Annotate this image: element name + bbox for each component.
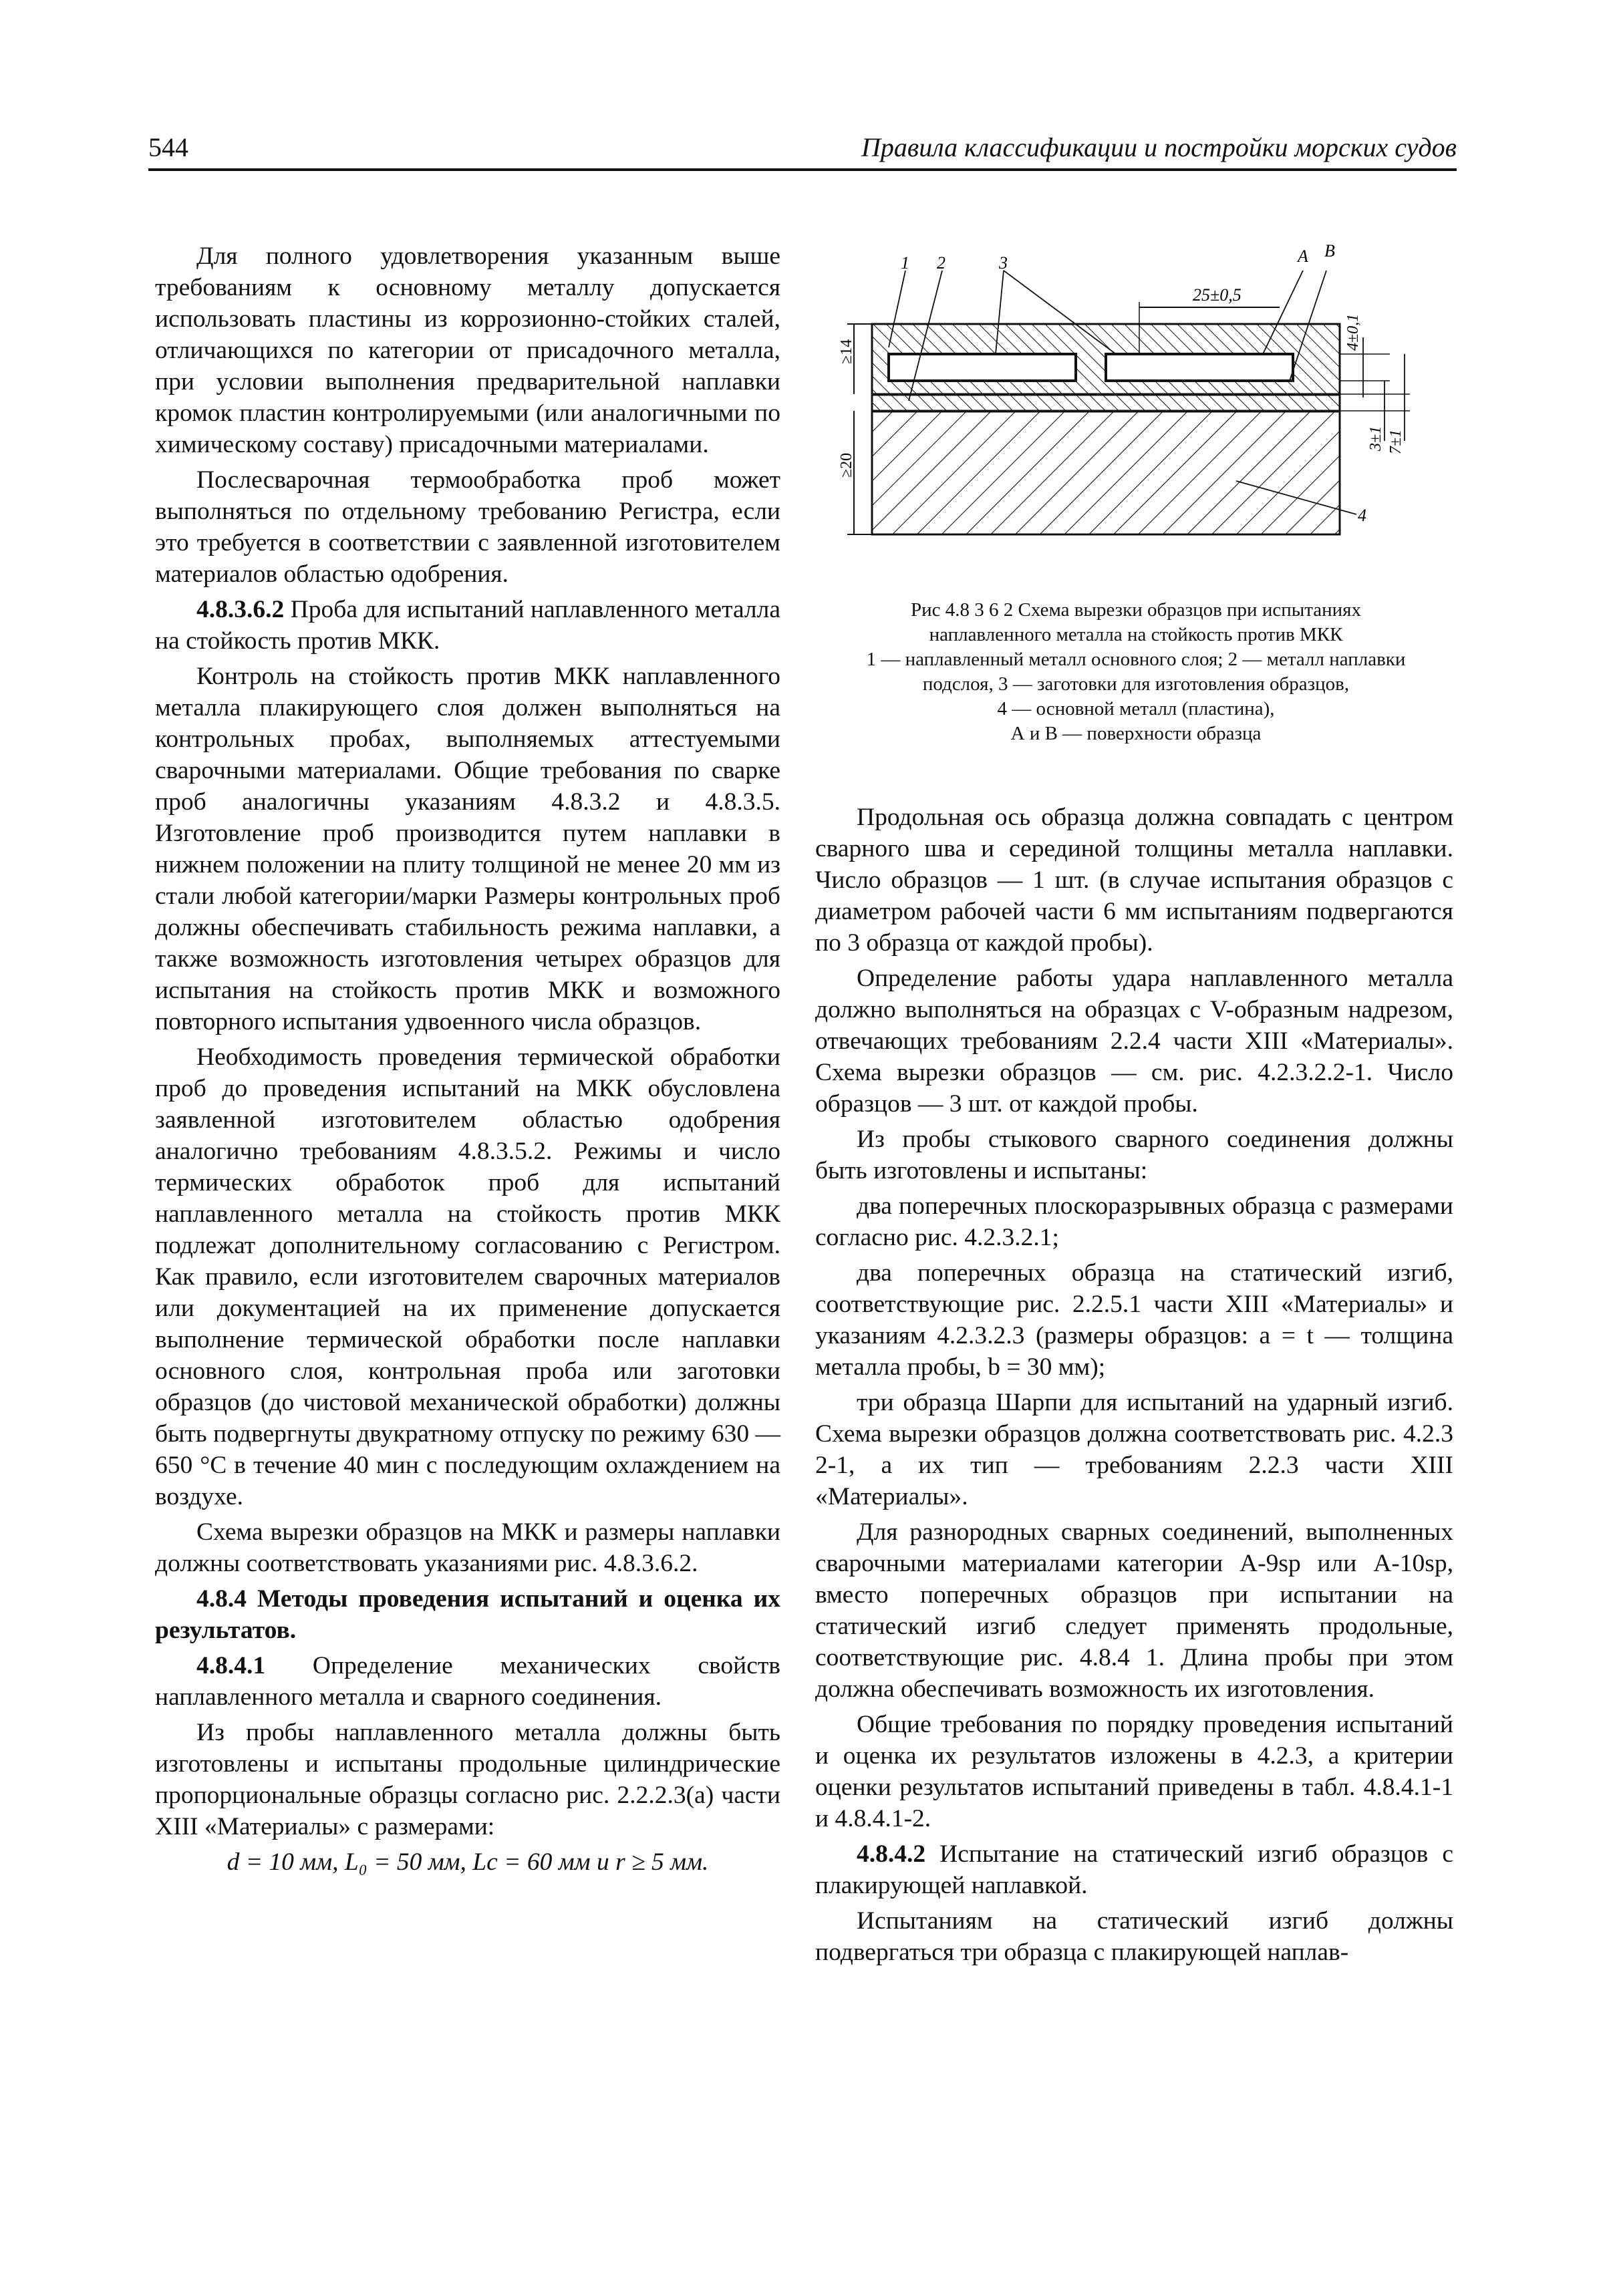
formula: d = 10 мм, L₀ = 50 мм, Lc = 60 мм и r ≥ 5 мм. [227, 1848, 709, 1876]
section-number: 4.8.4.1 [196, 1652, 266, 1679]
dim-3: 3±1 [1367, 426, 1385, 451]
caption-line: 4 — основной металл (пластина), [997, 698, 1275, 719]
caption-line: подслоя, 3 — заготовки для изготовления образцов, [922, 673, 1350, 695]
paragraph: Для разнородных сварных соединений, выполненных сварочными материалами категории A-9sp или A-10sp, вместо поперечных образцов при испытании на статический изгиб следует применять продольные, соответствующие рис. 4.8.4 1. Длина пробы при этом должна обеспечивать возможность их изготовления. [815, 1518, 1453, 1703]
paragraph: Послесварочная термообработка проб может выполняться по отдельному требованию Регистра, если это требуется в соответствии с заявленной изготовителем материалов областью одобрения. [155, 466, 780, 588]
label-3: 3 [999, 253, 1008, 273]
figure-caption [815, 598, 1457, 746]
dim-7: 7±1 [1387, 429, 1405, 454]
section-title: Испытание на статический изгиб образцов с плакирующей наплавкой. [815, 1840, 1453, 1899]
dim-4: 4±0,1 [1344, 313, 1362, 351]
paragraph: Из пробы стыкового сварного соединения должны быть изготовлены и испытаны: [815, 1126, 1453, 1184]
label-B: B [1324, 241, 1335, 261]
label-4: 4 [1358, 506, 1366, 525]
section-number: 4.8.4.2 [857, 1840, 926, 1868]
paragraph: Необходимость проведения термической обработки проб до проведения испытаний на МКК обусловлена заявленной изготовителем областью одобрения аналогично требованиям 4.8.3.5.2. Режимы и число термических обработок проб для испытаний наплавленного металла на стойкость против МКК подлежат дополнительному согласованию с Регистром. Как правило, если изготовителем сварочных материалов или документацией на их применение допускается выполнение термической обработки после наплавки основного слоя, контрольная проба или заготовки образцов (до чистовой механической обработки) должны быть подвергнуты двукратному отпуску по режиму 630 — 650 °С в течение 40 мин с последующим охлаждением на воздухе. [155, 1043, 780, 1510]
paragraph: три образца Шарпи для испытаний на ударный изгиб. Схема вырезки образцов должна соответствовать рис. 4.2.3 2-1, а их тип — требованиям 2.2.3 части XIII «Материалы». [815, 1389, 1453, 1510]
dim-min-20: ≥20 [838, 452, 855, 478]
dim-25: 25±0,5 [1193, 285, 1242, 305]
figure-drawing [838, 240, 1457, 588]
base-metal-plate [872, 411, 1340, 534]
paragraph: Продольная ось образца должна совпадать с центром сварного шва и серединой толщины металла наплавки. Число образцов — 1 шт. (в случае испытания образцов с диаметром рабочей части 6 мм испытаниям подвергаются по 3 образца от каждой пробы). [815, 804, 1453, 957]
paragraph: Схема вырезки образцов на МКК и размеры наплавки должны соответствовать указаниями рис. 4.8.3.6.2. [155, 1518, 780, 1577]
section-title: Определение механических свойств наплавленного металла и сварного соединения. [155, 1652, 780, 1711]
section-heading [155, 594, 780, 657]
paragraph: Общие требования по порядку проведения испытаний и оценка их результатов изложены в 4.2.3, а критерии оценки результатов испытаний приведены в табл. 4.8.4.1-1 и 4.8.4.1-2. [815, 1711, 1453, 1832]
paragraph: два поперечных плоскоразрывных образца с размерами согласно рис. 4.2.3.2.1; [815, 1192, 1453, 1251]
label-A: A [1298, 247, 1308, 266]
section-title-bold: 4.8.4 Методы проведения испытаний и оценка их результатов. [155, 1585, 780, 1644]
figure-specimen-cutting-scheme [838, 240, 1457, 588]
paragraph: Испытаниям на статический изгиб должны подвергаться три образца с плакирующей наплав- [815, 1907, 1453, 1966]
label-2: 2 [937, 253, 945, 273]
paragraph: Контроль на стойкость против МКК наплавленного металла плакирующего слоя должен выполняться на контрольных пробах, выполняемых аттестуемыми сварочными материалами. Общие требования по сварке проб аналогичны указаниям 4.8.3.2 и 4.8.3.5. Изготовление проб производится путем наплавки в нижнем положении на плиту толщиной не менее 20 мм из стали любой категории/марки Размеры контрольных проб должны обеспечивать стабильность режима наплавки, а также возможность изготовления четырех образцов для испытания на стойкость против МКК и возможного повторного испытания удвоенного числа образцов. [155, 663, 780, 1035]
caption-line: наплавленного металла на стойкость против МКК [929, 624, 1343, 645]
section-heading [155, 1650, 780, 1713]
paragraph: Определение работы удара наплавленного металла должно выполняться на образцах с V-образным надрезом, отвечающих требованиям 2.2.4 части XIII «Материалы». Схема вырезки образцов — см. рис. 4.2.3.2.2-1. Число образцов — 3 шт. от каждой пробы. [815, 965, 1453, 1118]
section-heading [155, 1583, 780, 1646]
paragraph: Для полного удовлетворения указанным выше требованиям к основному металлу допускается использовать пластины из коррозионно-стойких сталей, отличающихся по категории от присадочного металла, при условии выполнения предварительной наплавки кромок пластин контролируемыми (или аналогичными по химическому составу) присадочными материалами. [155, 242, 780, 458]
caption-line: А и В — поверхности образца [1010, 723, 1262, 744]
right-column [815, 802, 1453, 1972]
section-title: Проба для испытаний наплавленного металла на стойкость против МКК. [155, 596, 780, 655]
label-1: 1 [901, 253, 909, 273]
dim-min-14: ≥14 [838, 339, 855, 364]
specimen-blank-right [1106, 354, 1293, 381]
page-number: 544 [148, 132, 188, 162]
caption-line: Рис 4.8 3 6 2 Схема вырезки образцов при испытаниях [910, 599, 1361, 621]
formula-line [155, 1846, 780, 1878]
paragraph: два поперечных образца на статический изгиб, соответствующие рис. 2.2.5.1 части XIII «Материалы» и указаниям 4.2.3.2.3 (размеры образцов: a = t — толщина металла пробы, b = 30 мм); [815, 1259, 1453, 1381]
page-header [148, 126, 1457, 171]
underlay-layer [872, 394, 1340, 412]
caption-line: 1 — наплавленный металл основного слоя; 2 — металл наплавки [866, 649, 1406, 670]
section-heading [815, 1838, 1453, 1901]
left-column [155, 240, 780, 1882]
paragraph: Из пробы наплавленного металла должны быть изготовлены и испытаны продольные цилиндрические пропорциональные образцы согласно рис. 2.2.2.3(а) части XIII «Материалы» с размерами: [155, 1719, 780, 1840]
running-title: Правила классификации и постройки морских судов [861, 132, 1457, 162]
section-number: 4.8.3.6.2 [196, 596, 285, 623]
